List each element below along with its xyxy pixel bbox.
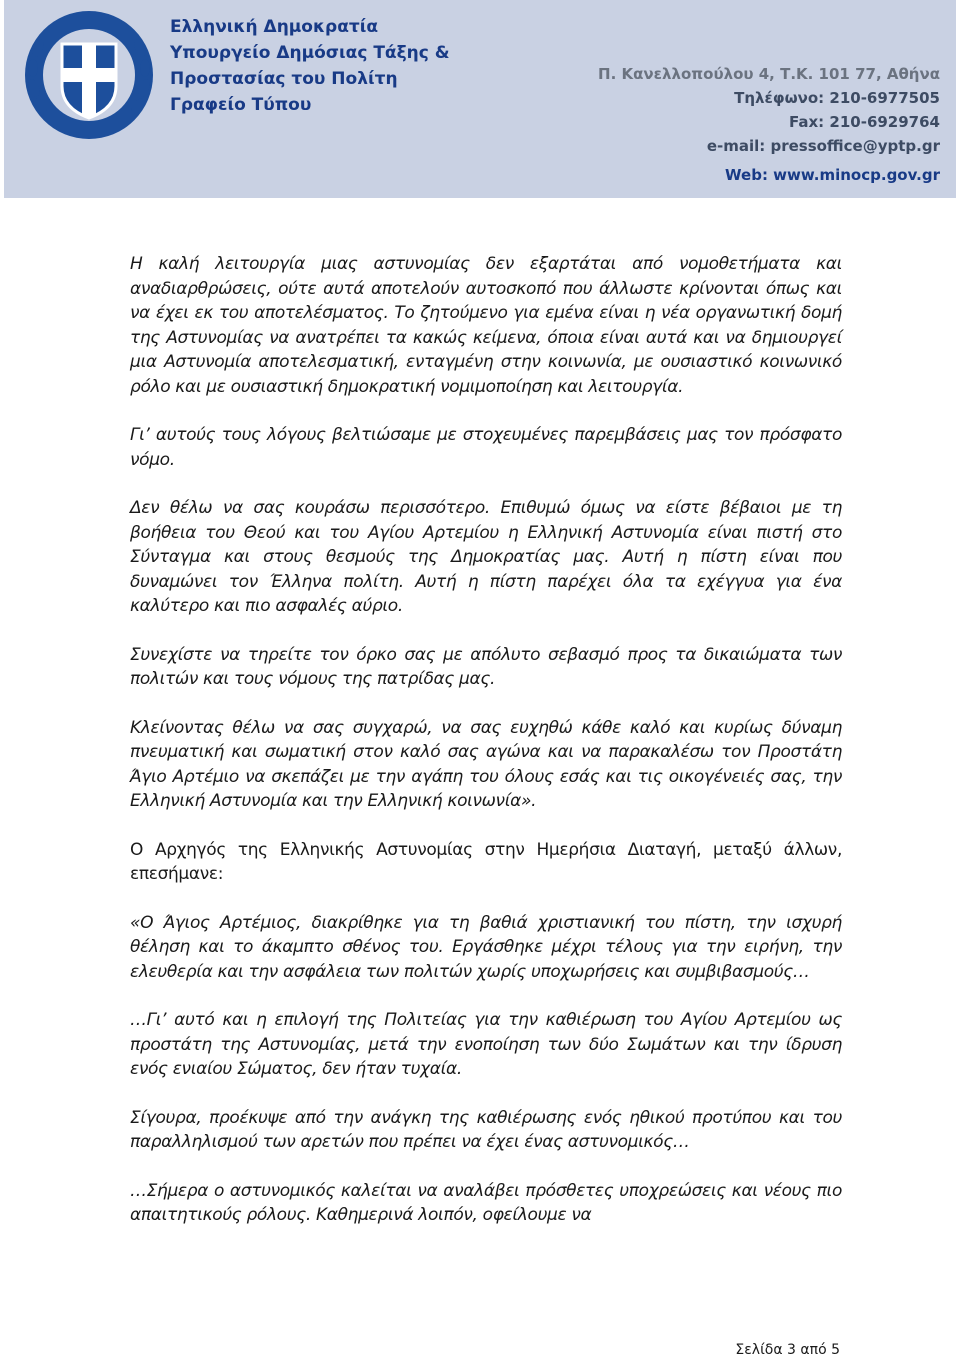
paragraph-6: Ο Αρχηγός της Ελληνικής Αστυνομίας στην Ημερήσια Διαταγή, μεταξύ άλλων, επεσήμανε:	[130, 839, 842, 884]
ministry-name	[170, 14, 450, 118]
contact-block	[598, 62, 940, 158]
paragraph-1: Η καλή λειτουργία μιας αστυνομίας δεν εξαρτάται από νομοθετήματα και αναδιαρθρώσεις, ούτε αυτά αποτελούν αυτοσκοπό που άλλωστε κρίνονται όπως και να έχει εκ του αποτελέσματος. Το ζητούμενο για εμένα είναι η νέα οργανωτική δομή της Αστυνομίας να ανατρέπει τα κακώς κείμενα, όποια είναι αυτά και να δημιουργεί μια Αστυνομία αποτελεσματική, ενταγμένη στην κοινωνία, με ουσιαστικό κοινωνικό ρόλο και με ουσιαστική δημοκρατική νομιμοποίηση και λειτουργία.	[130, 254, 842, 397]
fax-text: Fax: 210-6929764	[789, 113, 940, 131]
address-text: Π. Κανελλοπούλου 4, Τ.Κ. 101 77, Αθήνα	[598, 65, 940, 83]
paragraph-3: Δεν θέλω να σας κουράσω περισσότερο. Επιθυμώ όμως να είστε βέβαιοι με τη βοήθεια του Θεού και του Αγίου Αρτεμίου η Ελληνική Αστυνομία είναι πιστή στο Σύνταγμα και στους θεσμούς της Δημοκρατίας μας. Αυτή η πίστη είναι που δυναμώνει τον Έλληνα πολίτη. Αυτή η πίστη παρέχει όλα τα εχέγγυα για ένα καλύτερο και πιο ασφαλές αύριο.	[130, 498, 842, 616]
website-link[interactable]: Web: www.minocp.gov.gr	[725, 166, 940, 184]
ministry-line-protection: Προστασίας του Πολίτη	[170, 69, 398, 89]
ministry-line-ministry: Υπουργείο Δημόσιας Τάξης &	[170, 43, 450, 63]
paragraph-8: …Γι’ αυτό και η επιλογή της Πολιτείας για την καθιέρωση του Αγίου Αρτεμίου ως προστάτη της Αστυνομίας, μετά την ενοποίηση των δύο Σωμάτων και την ίδρυση ενός ενιαίου Σώματος, δεν ήταν τυχαία.	[130, 1010, 842, 1079]
paragraph-7: «Ο Άγιος Αρτέμιος, διακρίθηκε για τη βαθιά χριστιανική του πίστη, την ισχυρή θέληση και το άκαμπτο σθένος του. Εργάσθηκε μέχρι τέλους για την ειρήνη, την ελευθερία και την ασφάλεια των πολιτών χωρίς υποχωρήσεις και συμβιβασμούς…	[130, 912, 842, 982]
letterhead-band	[4, 0, 956, 198]
greek-coat-of-arms-icon	[22, 8, 156, 142]
paragraph-10: …Σήμερα ο αστυνομικός καλείται να αναλάβει πρόσθετες υποχρεώσεις και νέους πιο απαιτητικούς ρόλους. Καθημερινά λοιπόν, οφείλουμε να	[130, 1180, 842, 1225]
phone-text: Τηλέφωνο: 210-6977505	[734, 89, 940, 107]
paragraph-9: Σίγουρα, προέκυψε από την ανάγκη της καθιέρωσης ενός ηθικού προτύπου και του παραλληλισμού των αρετών που πρέπει να έχει ένας αστυνομικός…	[130, 1107, 842, 1152]
paragraph-5: Κλείνοντας θέλω να σας συγχαρώ, να σας ευχηθώ κάθε καλό και κυρίως δύναμη πνευματική και σωματική στον καλό σας αγώνα και να παρακαλέσω τον Προστάτη Άγιο Αρτέμιο να σκεπάζει με την αγάπη του όλους εσάς και τις οικογένειές σας, την Ελληνική Αστυνομία και την Ελληνική κοινωνία».	[130, 717, 842, 811]
ministry-line-republic: Ελληνική Δημοκρατία	[170, 17, 379, 37]
email-link[interactable]: e-mail: pressoffice@yptp.gr	[706, 137, 940, 155]
page-number: Σελίδα 3 από 5	[735, 1342, 840, 1358]
paragraph-2: Γι’ αυτούς τους λόγους βελτιώσαμε με στοχευμένες παρεμβάσεις μας τον πρόσφατο νόμο.	[130, 425, 842, 470]
paragraph-4: Συνεχίστε να τηρείτε τον όρκο σας με απόλυτο σεβασμό προς τα δικαιώματα των πολιτών και τους νόμους της πατρίδας μας.	[130, 644, 842, 689]
ministry-line-press-office: Γραφείο Τύπου	[170, 95, 312, 115]
document-body	[130, 252, 842, 1228]
